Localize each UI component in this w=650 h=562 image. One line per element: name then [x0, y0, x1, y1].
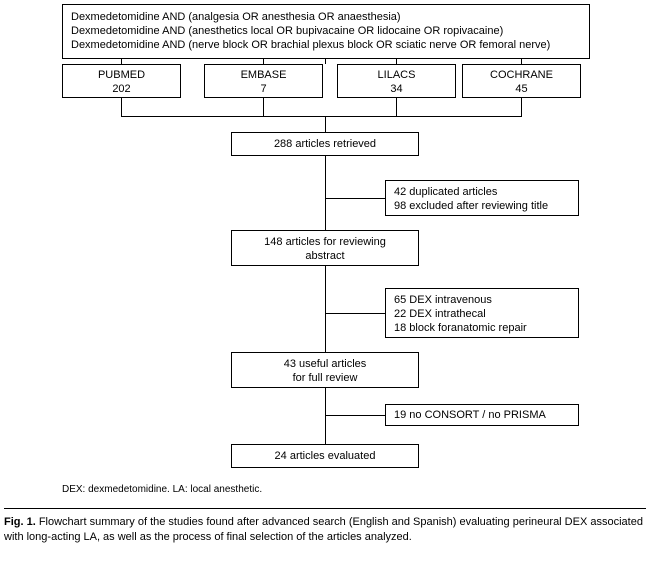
connector-embase-down — [263, 98, 264, 116]
source-box-embase — [204, 64, 323, 98]
step-useful-line-1: 43 useful articles — [283, 358, 367, 370]
step-box-abstract-review — [231, 230, 419, 266]
figure-caption-text: Flowchart summary of the studies found after advanced search (English and Spanish) evaluating perineural DEX associated with long-acting LA, as well as the process of final selection of the articles analyzed. — [4, 516, 643, 543]
branch-to-exclusion-3 — [325, 415, 385, 416]
exclusion-2-line-3: 18 block foranatomic repair — [394, 322, 527, 334]
exclusion-1-line-1: 42 duplicated articles — [394, 186, 498, 198]
source-label-embase: EMBASE — [240, 69, 287, 81]
connector-merge-bus — [121, 116, 522, 117]
source-box-lilacs — [337, 64, 456, 98]
exclusion-box-dex-routes — [385, 288, 579, 338]
source-count-embase: 7 — [260, 83, 267, 95]
abbreviations-footnote: DEX: dexmedetomidine. LA: local anesthetic. — [62, 484, 263, 495]
step-box-evaluated — [231, 444, 419, 468]
figure-caption-label: Fig. 1. — [4, 516, 36, 528]
step-useful-line-2: for full review — [292, 372, 358, 384]
source-box-cochrane — [462, 64, 581, 98]
source-box-pubmed — [62, 64, 181, 98]
figure-caption — [4, 508, 646, 545]
source-count-pubmed: 202 — [112, 83, 131, 95]
step-retrieved-line-1: 288 articles retrieved — [273, 138, 377, 150]
spine-retrieved-to-abstract — [325, 156, 326, 230]
search-query-line-2: Dexmedetomidine AND (anesthetics local OR bupivacaine OR lidocaine OR ropivacaine) — [71, 25, 504, 37]
branch-to-exclusion-1 — [325, 198, 385, 199]
step-box-useful-articles — [231, 352, 419, 388]
connector-lilacs-down — [396, 98, 397, 116]
source-label-lilacs: LILACS — [377, 69, 416, 81]
step-evaluated-line-1: 24 articles evaluated — [274, 450, 376, 462]
step-abstract-line-2: abstract — [305, 250, 345, 262]
source-label-cochrane: COCHRANE — [490, 69, 553, 81]
connector-pubmed-down — [121, 98, 122, 116]
spine-abstract-to-useful — [325, 266, 326, 352]
exclusion-3-line-1: 19 no CONSORT / no PRISMA — [394, 409, 546, 421]
spine-useful-to-evaluated — [325, 388, 326, 444]
step-box-retrieved — [231, 132, 419, 156]
branch-to-exclusion-2 — [325, 313, 385, 314]
search-query-line-3: Dexmedetomidine AND (nerve block OR brachial plexus block OR sciatic nerve OR femoral nerve) — [71, 39, 551, 51]
exclusion-1-line-2: 98 excluded after reviewing title — [394, 200, 549, 212]
connector-cochrane-down — [521, 98, 522, 116]
source-count-lilacs: 34 — [390, 83, 403, 95]
source-label-pubmed: PUBMED — [97, 69, 146, 81]
source-count-cochrane: 45 — [515, 83, 528, 95]
exclusion-box-no-consort — [385, 404, 579, 426]
exclusion-2-line-2: 22 DEX intrathecal — [394, 308, 486, 320]
exclusion-2-line-1: 65 DEX intravenous — [394, 294, 492, 306]
exclusion-box-duplicates — [385, 180, 579, 216]
step-abstract-line-1: 148 articles for reviewing — [264, 236, 386, 248]
connector-merge-to-retrieved — [325, 116, 326, 132]
search-query-line-1: Dexmedetomidine AND (analgesia OR anesthesia OR anaesthesia) — [71, 11, 401, 23]
caption-divider — [4, 508, 646, 509]
search-query-box — [62, 4, 590, 59]
